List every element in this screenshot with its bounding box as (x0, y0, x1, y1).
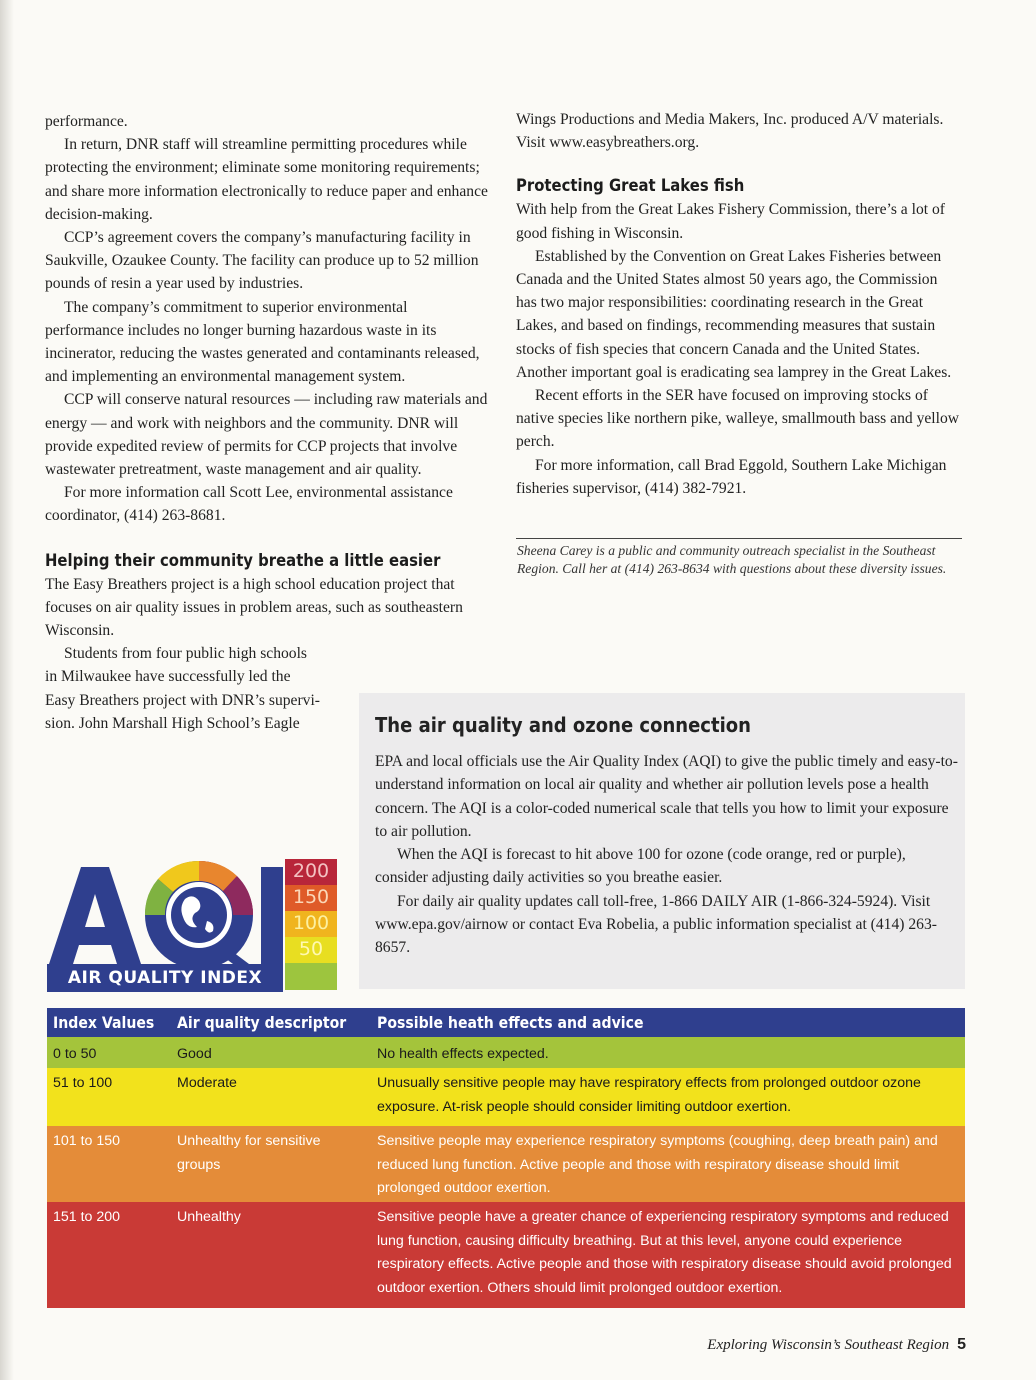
header-descriptor: Air quality descriptor (177, 1013, 347, 1032)
scale-label-200: 200 (292, 860, 330, 882)
table-row-moderate (47, 1068, 965, 1126)
paragraph-line: Easy Breathers project with DNR’s supervi- (45, 691, 320, 709)
table-row-unhealthy-sensitive (47, 1126, 965, 1202)
paragraph: Recent efforts in the SER have focused on improving stocks of native species like northern pike, walleye, smallmouth bass and yellow perch. (516, 387, 960, 451)
paragraph: With help from the Great Lakes Fishery Commission, there’s a lot of good fishing in Wisconsin. (516, 201, 945, 242)
paragraph-line: in Milwaukee have successfully led the (45, 668, 291, 686)
page-footer (707, 1336, 966, 1354)
sidebar-text (375, 750, 961, 960)
row-descriptor: Good (177, 1046, 212, 1062)
row-effects: No health effects expected. (377, 1046, 549, 1062)
paragraph: performance. (45, 113, 128, 130)
paragraph: The Easy Breathers project is a high school education project that focuses on air quality issues in problem areas, such as southeastern Wisconsin. (45, 575, 463, 640)
row-descriptor: Unhealthy for sensitive groups (177, 1133, 321, 1173)
paragraph: For daily air quality updates call toll-free, 1-866 DAILY AIR (1-866-324-5924). Visit www.epa.gov/airnow or contact Eva Robelia, a public information specialist at (414) 263-8657. (375, 892, 937, 957)
paragraph-line: sion. John Marshall High School’s Eagle (45, 714, 300, 732)
paragraph-line: Students from four public high schools (64, 645, 307, 663)
row-range: 0 to 50 (53, 1046, 97, 1062)
section-heading-great-lakes-fish: Protecting Great Lakes fish (516, 176, 745, 196)
table-row-good (47, 1037, 965, 1068)
table-header (47, 1008, 965, 1037)
right-column (516, 108, 961, 500)
row-descriptor: Moderate (177, 1075, 237, 1091)
row-range: 51 to 100 (53, 1075, 113, 1091)
page-gutter-shadow (0, 0, 14, 1380)
scale-0 (285, 963, 337, 990)
paragraph: When the AQI is forecast to hit above 100 for ozone (code orange, red or purple), consider adjusting daily activities so you breathe easier. (375, 846, 906, 887)
scale-label-100: 100 (292, 912, 330, 934)
aqi-logo (47, 859, 345, 995)
row-range: 101 to 150 (53, 1133, 121, 1149)
section-heading-easy-breathers: Helping their community breathe a little easier (45, 550, 441, 570)
paragraph: EPA and local officials use the Air Quality Index (AQI) to give the public timely and easy-to-understand information on local air quality and whether air pollution levels pose a health concern. The AQI is a color-coded numerical scale that tells you how to limit your exposure to air pollution. (375, 753, 958, 840)
paragraph: Wings Productions and Media Makers, Inc. produced A/V materials. Visit www.easybreathers.org. (516, 111, 944, 152)
row-effects: Sensitive people may experience respiratory symptoms (coughing, deep breath pain) and reduced lung function. Active people and those with respiratory disease should limit prolonged outdoor exertion. (377, 1133, 938, 1196)
paragraph: Established by the Convention on Great Lakes Fisheries between Canada and the United States almost 50 years ago, the Commission has two major responsibilities: coordinating research in the Great Lakes, and based on findings, recommending measures that sustain stocks of fish species that concern Canada and the United States. Another important goal is eradicating sea lamprey in the Great Lakes. (516, 247, 952, 381)
paragraph: The company’s commitment to superior environmental performance includes no longer burning hazardous waste in its incinerator, reducing the wastes generated and contaminants released, and implementing an environmental management system. (45, 298, 480, 386)
scale-label-150: 150 (292, 886, 330, 908)
row-range: 151 to 200 (53, 1209, 121, 1225)
paragraph: CCP’s agreement covers the company’s manufacturing facility in Saukville, Ozaukee County. The facility can produce up to 52 million pounds of resin a year used by industries. (45, 229, 479, 293)
paragraph: CCP will conserve natural resources — including raw materials and energy — and work with neighbors and the community. DNR will provide expedited review of permits for CCP projects that involve wastewater pretreatment, waste management and air quality. (45, 391, 488, 479)
paragraph: For more information call Scott Lee, environmental assistance coordinator, (414) 263-8681. (45, 484, 453, 525)
header-index-values: Index Values (53, 1013, 155, 1032)
row-descriptor: Unhealthy (177, 1209, 241, 1225)
aqi-caption (47, 964, 283, 992)
aqi-color-scale (285, 859, 387, 990)
aqi-caption-text: AIR QUALITY INDEX (67, 968, 263, 988)
left-column (45, 110, 490, 735)
sidebar-title: The air quality and ozone connection (375, 713, 751, 737)
divider (516, 538, 962, 539)
row-effects: Unusually sensitive people may have respiratory effects from prolonged outdoor ozone exposure. At-risk people should consider limiting outdoor exertion. (377, 1075, 921, 1115)
publication-title: Exploring Wisconsin’s Southeast Region (707, 1337, 950, 1353)
row-effects: Sensitive people have a greater chance of experiencing respiratory symptoms and reduced lung function, causing difficulty breathing. But at this level, anyone could experience respiratory effects. Active people and those with respiratory disease should avoid prolonged outdoor exertion. Others should limit prolonged outdoor exertion. (377, 1209, 952, 1296)
paragraph: For more information, call Brad Eggold, Southern Lake Michigan fisheries supervisor, (414) 382-7921. (516, 456, 947, 497)
scale-label-50: 50 (298, 938, 324, 960)
header-effects: Possible heath effects and advice (377, 1013, 644, 1032)
air-quality-sidebar (359, 693, 965, 989)
aqi-table (47, 1008, 965, 1308)
page-number: 5 (957, 1336, 966, 1353)
author-credit: Sheena Carey is a public and community outreach specialist in the Southeast Region. Call her at (414) 263-8634 with questions about these diversity issues. (517, 543, 947, 576)
table-row-unhealthy (47, 1202, 965, 1308)
paragraph: In return, DNR staff will streamline permitting procedures while protecting the environment; eliminate some monitoring requirements; and share more information electronically to reduce paper and enhance decision-making. (45, 136, 488, 223)
